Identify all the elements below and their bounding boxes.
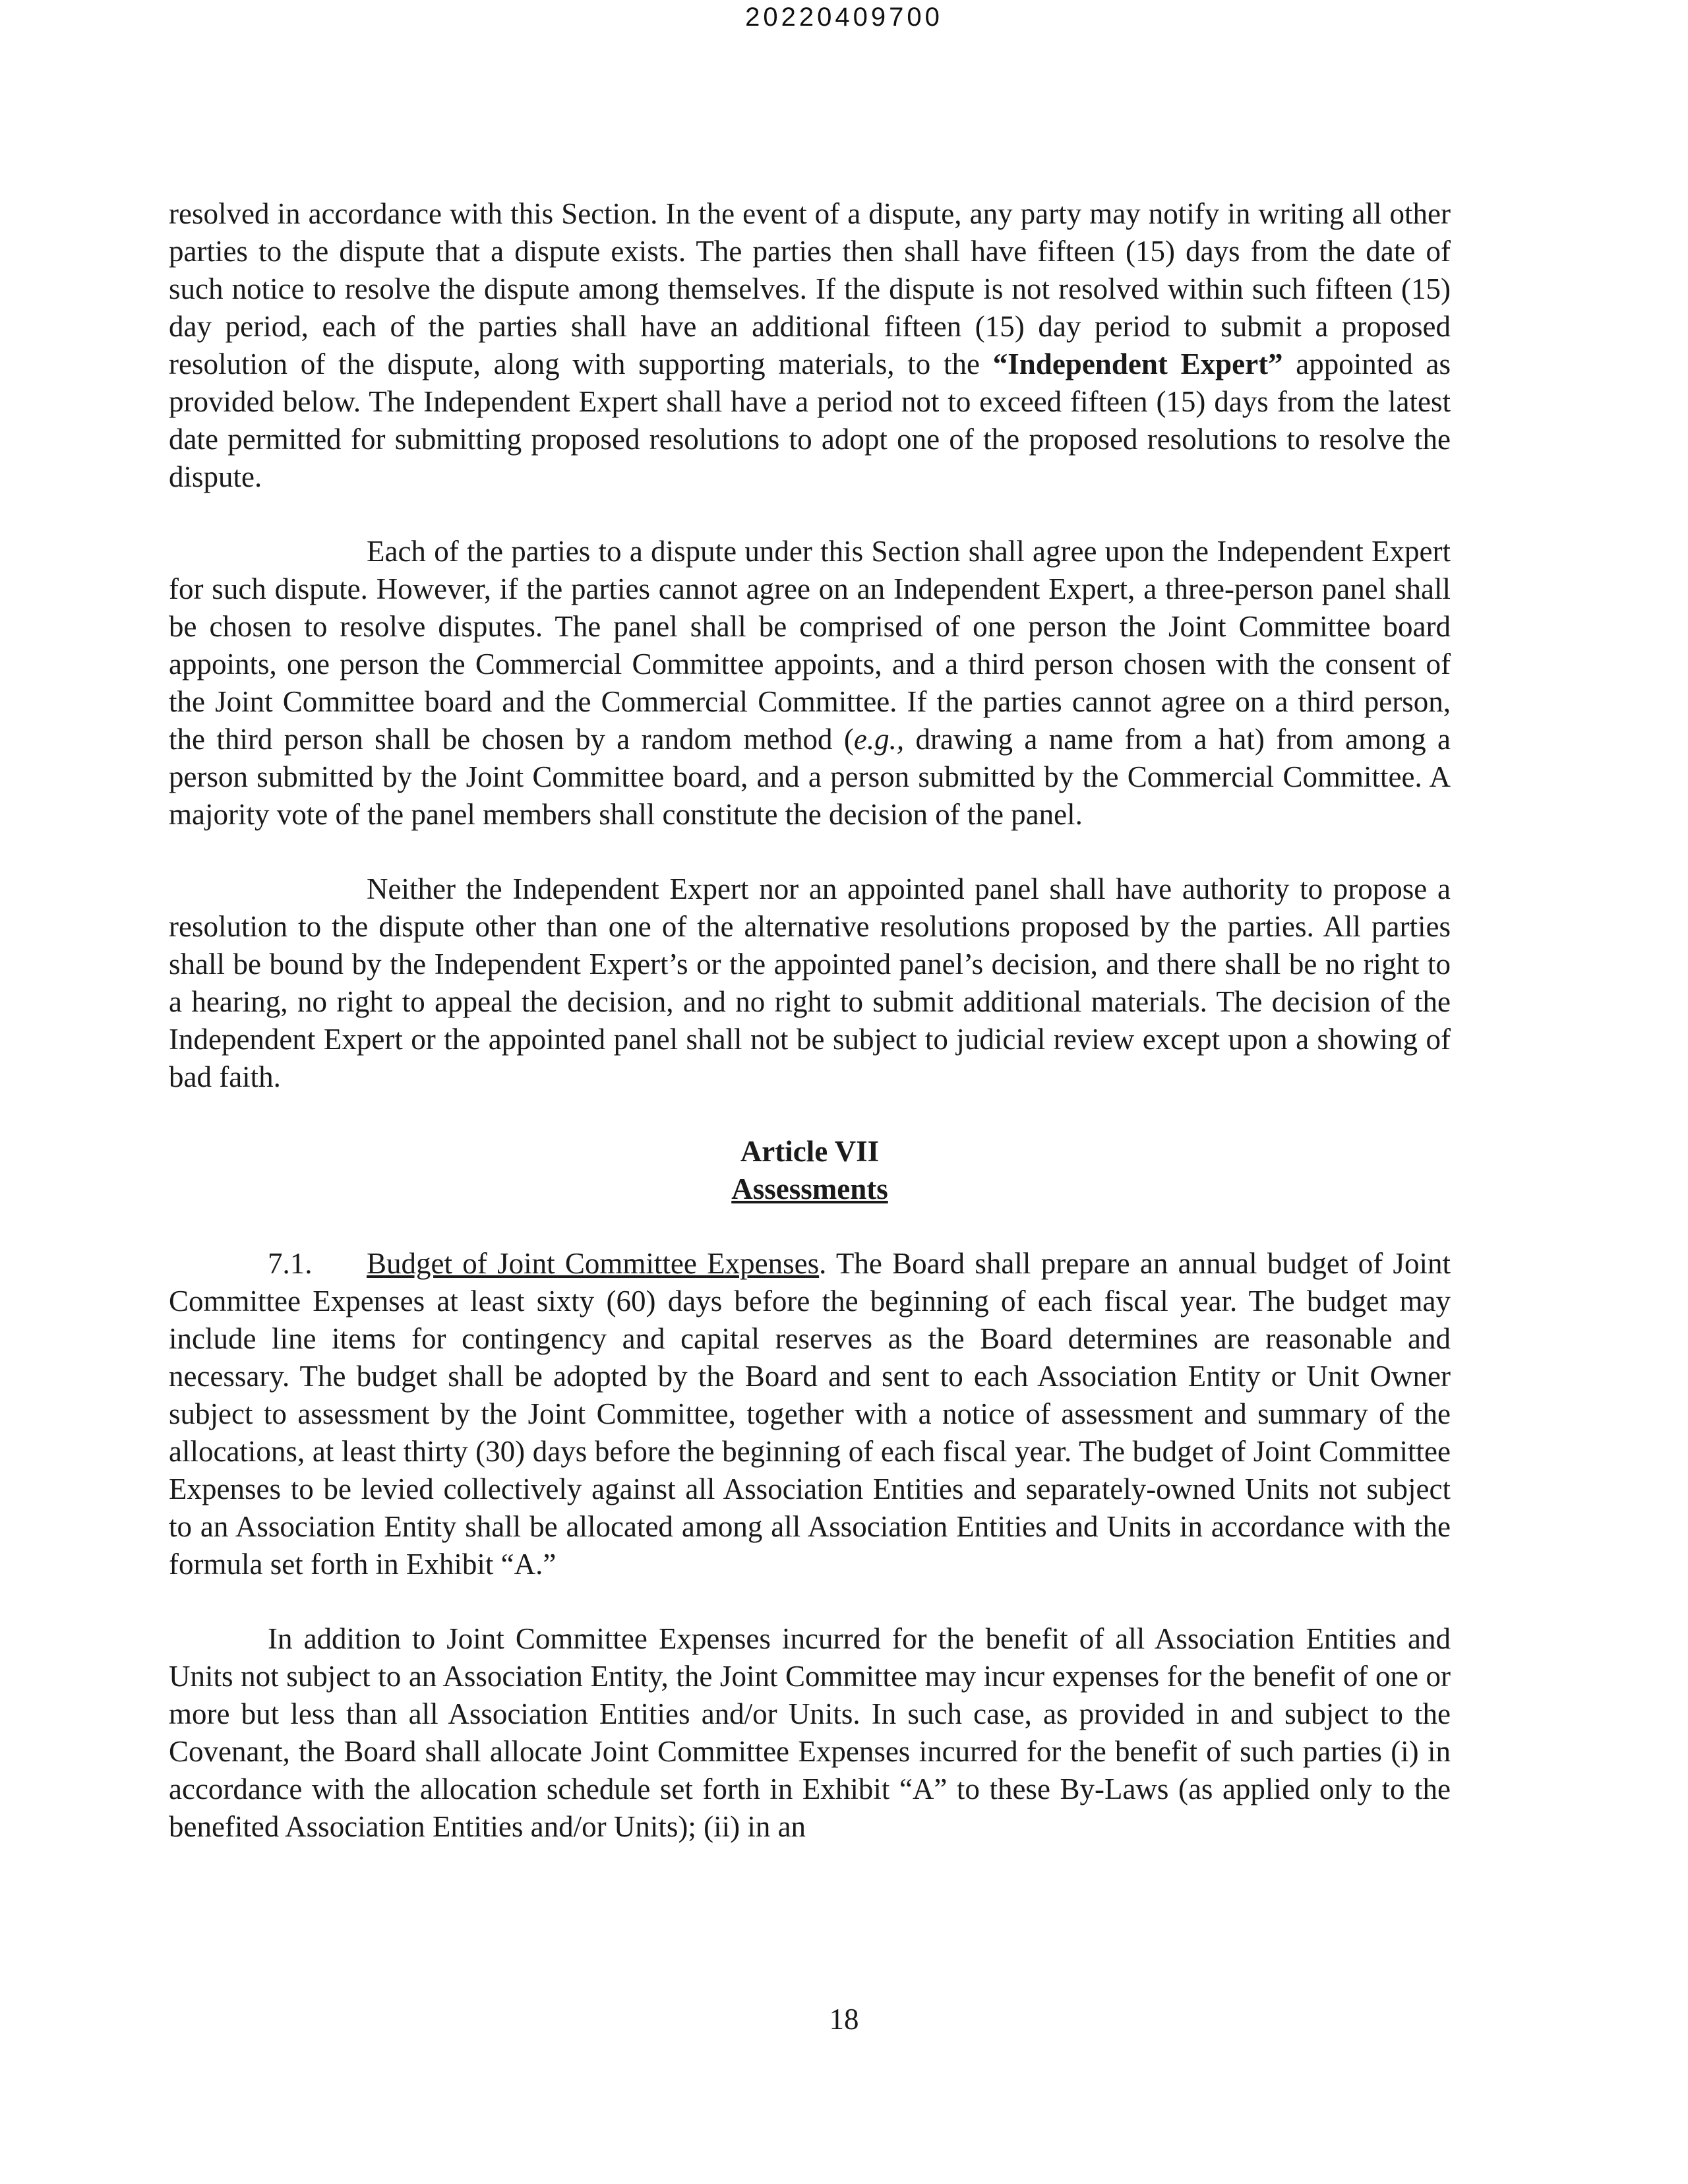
section-number: 7.1. (268, 1247, 313, 1280)
paragraph-additional-expenses: In addition to Joint Committee Expenses incurred for the benefit of all Association Entities and Units not subject to an Association Entity, the Joint Committee may incur expenses for the benefit of one or more but less than all Association Entities and/or Units. In such case, as provided in and subject to the Covenant, the Board shall allocate Joint Committee Expenses incurred for the benefit of such parties (i) in accordance with the allocation schedule set forth in Exhibit “A” to these By-Laws (as applied only to the benefited Association Entities and/or Units); (ii) in an (169, 1622, 1451, 1843)
article-heading (169, 1133, 1451, 1208)
section-text: . The Board shall prepare an annual budget of Joint Committee Expenses at least sixty (60) days before the beginning of each fiscal year. The budget may include line items for contingency and capital reserves as the Board determines are reasonable and necessary. The budget shall be adopted by the Board and sent to each Association Entity or Unit Owner subject to assessment by the Joint Committee, together with a notice of assessment and summary of the allocations, at least thirty (30) days before the beginning of each fiscal year. The budget of Joint Committee Expenses to be levied collectively against all Association Entities and separately-owned Units not subject to an Association Entity shall be allocated among all Association Entities and Units in accordance with the formula set forth in Exhibit “A.” (169, 1247, 1451, 1581)
section-title: Budget of Joint Committee Expenses (367, 1247, 820, 1280)
section-7-1 (169, 1245, 1451, 1583)
defined-term: “Independent Expert” (992, 348, 1283, 380)
italic-abbreviation: e.g., (853, 723, 905, 756)
page-number: 18 (829, 2003, 859, 2036)
paragraph-independent-expert (169, 533, 1451, 834)
paragraph-text: Each of the parties to a dispute under this Section shall agree upon the Independent Expert for such dispute. However, if the parties cannot agree on an Independent Expert, a three-person panel shall be chosen to resolve disputes. The panel shall be comprised of one person the Joint Committee board appoints, one person the Commercial Committee appoints, and a third person chosen with the consent of the Joint Committee board and the Commercial Committee. If the parties cannot agree on a third person, the third person shall be chosen by a random method ( (169, 535, 1451, 756)
article-subtitle: Assessments (731, 1172, 888, 1205)
document-number: 20220409700 (745, 3, 943, 32)
article-title: Article VII (740, 1135, 880, 1168)
paragraph-panel-authority: Neither the Independent Expert nor an appointed panel shall have authority to propose a resolution to the dispute other than one of the alternative resolutions proposed by the parties. All parties shall be bound by the Independent Expert’s or the appointed panel’s decision, and there shall be no right to a hearing, no right to appeal the decision, and no right to submit additional materials. The decision of the Independent Expert or the appointed panel shall not be subject to judicial review except upon a showing of bad faith. (169, 872, 1451, 1093)
paragraph-dispute-resolution (169, 195, 1451, 496)
page-body (169, 195, 1451, 1846)
paragraph-text: drawing a name from a hat) from among a person submitted by the Joint Committee board, and a person submitted by the Commercial Committee. A majority vote of the panel members shall constitute the decision of the panel. (169, 723, 1451, 831)
paragraph-text: resolved in accordance with this Section. In the event of a dispute, any party may notify in writing all other parties to the dispute that a dispute exists. The parties then shall have fifteen (15) days from the date of such notice to resolve the dispute among themselves. If the dispute is not resolved within such fifteen (15) day period, each of the parties shall have an additional fifteen (15) day period to submit a proposed resolution of the dispute, along with supporting materials, to the (169, 197, 1451, 380)
paragraph-text: appointed as provided below. The Independent Expert shall have a period not to exceed fifteen (15) days from the latest date permitted for submitting proposed resolutions to adopt one of the proposed resolutions to resolve the dispute. (169, 348, 1451, 493)
